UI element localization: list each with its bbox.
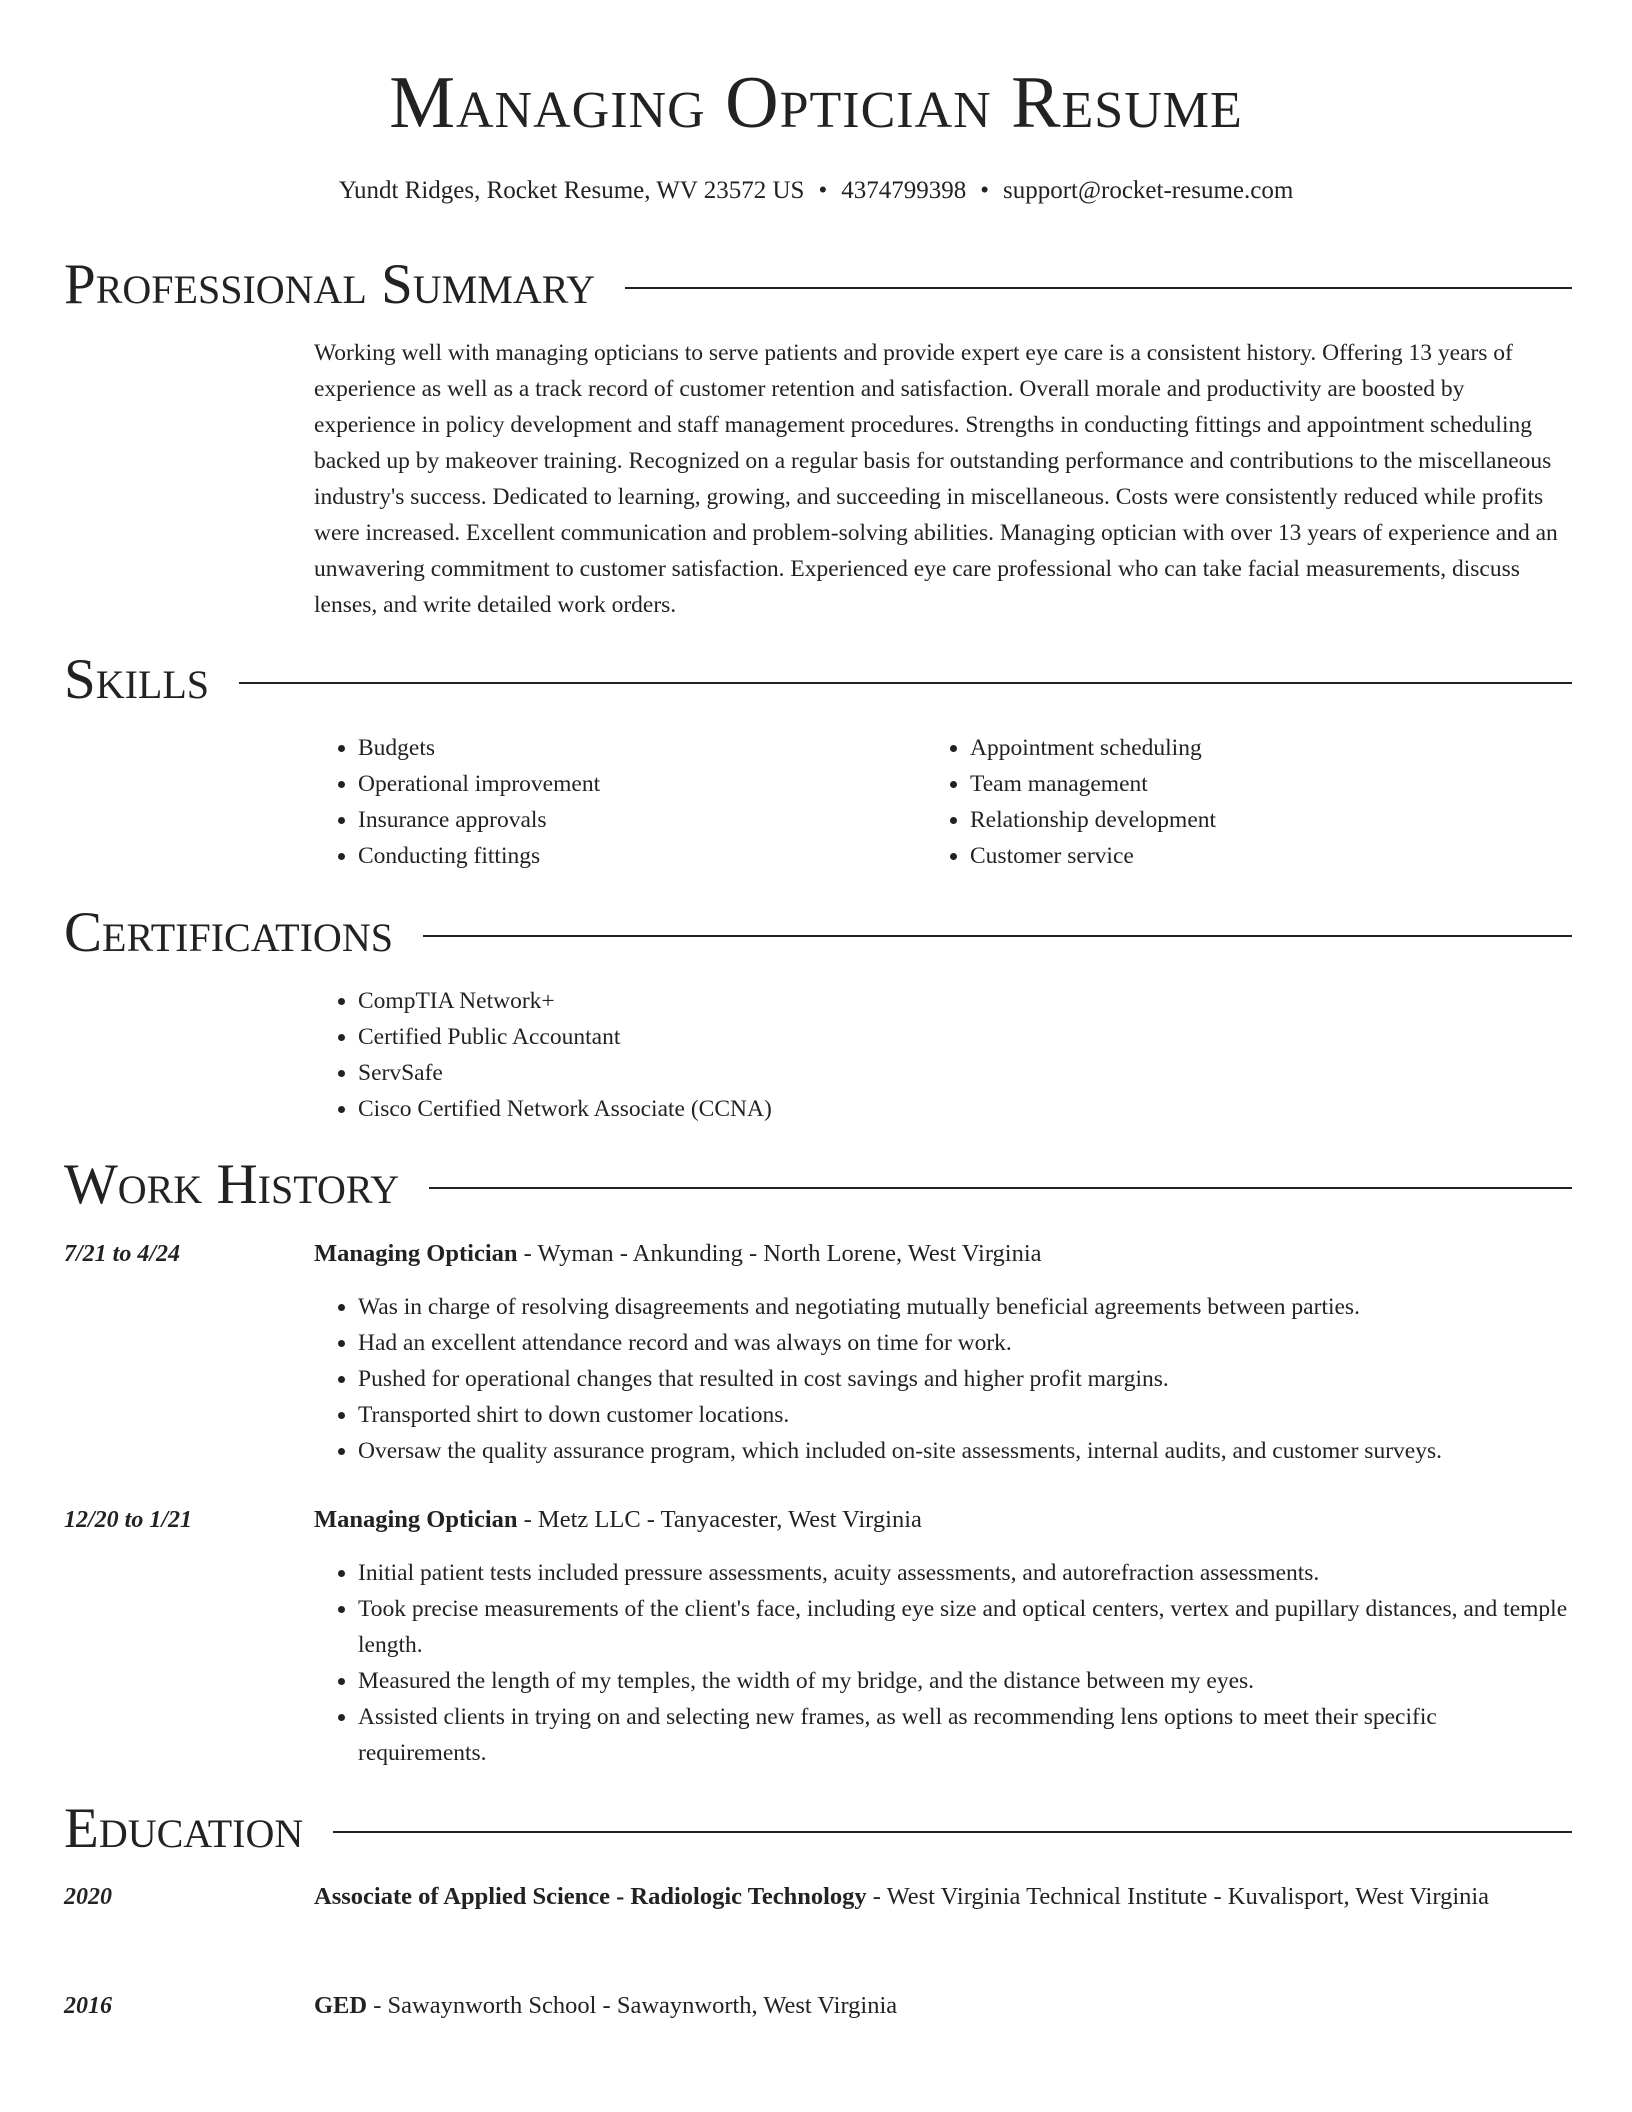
contact-email: support@rocket-resume.com <box>1002 177 1294 204</box>
job-title-line <box>314 1500 1570 1540</box>
skill-item: • Budgets <box>358 730 914 766</box>
skills-list-right <box>926 730 1526 874</box>
job-duties-list <box>314 1555 1570 1771</box>
job-title-line <box>314 1234 1570 1274</box>
education-entry <box>314 1877 1570 1917</box>
skills-list-left <box>314 730 914 874</box>
section-title-education: Education <box>64 1794 333 1864</box>
education-entry <box>314 1986 1570 2026</box>
education-school: - West Virginia Technical Institute - Kuvalisport, West Virginia <box>866 1883 1490 1910</box>
skill-item: • Operational improvement <box>358 766 914 802</box>
contact-separator: • <box>818 177 828 204</box>
contact-separator: • <box>980 177 989 204</box>
job-duties <box>314 1289 1570 1469</box>
job-duties-list <box>314 1289 1570 1469</box>
job-role: Managing Optician <box>314 1240 518 1267</box>
job-employer: - Wyman - Ankunding - North Lorene, West Virginia <box>517 1240 1042 1267</box>
skill-item: • Appointment scheduling <box>970 730 1526 766</box>
skill-item: • Customer service <box>970 838 1526 874</box>
job-duty-item: • Transported shirt to down customer locations. <box>358 1397 1570 1433</box>
certification-item: • Certified Public Accountant <box>358 1019 1570 1055</box>
section-header-certifications <box>64 898 1572 968</box>
section-title-summary: Professional Summary <box>64 250 625 320</box>
section-title-work-history: Work History <box>64 1150 429 1220</box>
job-duty-item: • Initial patient tests included pressure assessments, acuity assessments, and autorefraction assessments. <box>358 1555 1570 1591</box>
job-role: Managing Optician <box>314 1506 518 1533</box>
skill-item: • Insurance approvals <box>358 802 914 838</box>
education-degree: GED <box>314 1992 368 2019</box>
contact-address: Yundt Ridges, Rocket Resume, WV 23572 US <box>338 177 805 204</box>
skills-column-left <box>314 730 914 874</box>
job-duty-item: • Assisted clients in trying on and selecting new frames, as well as recommending lens options to meet their specific requirements. <box>358 1699 1570 1771</box>
job-duty-item: • Measured the length of my temples, the width of my bridge, and the distance between my eyes. <box>358 1663 1570 1699</box>
job-duty-item: • Was in charge of resolving disagreements and negotiating mutually beneficial agreements between parties. <box>358 1289 1570 1325</box>
job-dates: 12/20 to 1/21 <box>64 1507 193 1533</box>
section-title-certifications: Certifications <box>64 898 423 968</box>
job-employer: - Metz LLC - Tanyacester, West Virginia <box>517 1506 922 1533</box>
job-duty-item: • Took precise measurements of the client's face, including eye size and optical centers, vertex and pupillary distances, and temple length. <box>358 1591 1570 1663</box>
section-header-education <box>64 1794 1572 1864</box>
certification-item: • ServSafe <box>358 1055 1570 1091</box>
education-year: 2020 <box>64 1884 112 1910</box>
certification-item: • Cisco Certified Network Associate (CCNA) <box>358 1091 1570 1127</box>
section-title-skills: Skills <box>64 645 239 715</box>
section-header-summary <box>64 250 1572 320</box>
certification-item: • CompTIA Network+ <box>358 983 1570 1019</box>
skills-column-right <box>926 730 1526 874</box>
certifications-block <box>314 983 1570 1127</box>
section-header-skills <box>64 645 1572 715</box>
resume-name: Managing Optician Resume <box>389 62 1243 144</box>
skill-item: • Team management <box>970 766 1526 802</box>
education-school: - Sawaynworth School - Sawaynworth, West Virginia <box>367 1992 898 2019</box>
education-degree: Associate of Applied Science - Radiologic Technology <box>314 1883 867 1910</box>
job-duty-item: • Pushed for operational changes that resulted in cost savings and higher profit margins. <box>358 1361 1570 1397</box>
summary-text: Working well with managing opticians to serve patients and provide expert eye care is a consistent history. Offering 13 years of experience as well as a track record of customer retention and satisfaction. Overall morale and productivity are boosted by experience in policy development and staff management procedures. Strengths in conducting fittings and appointment scheduling backed up by makeover training. Recognized on a regular basis for outstanding performance and contributions to the miscellaneous industry's success. Dedicated to learning, growing, and succeeding in miscellaneous. Costs were consistently reduced while profits were increased. Excellent communication and problem-solving abilities. Managing optician with over 13 years of experience and an unwavering commitment to customer satisfaction. Experienced eye care professional who can take facial measurements, discuss lenses, and write detailed work orders. <box>314 340 1558 618</box>
section-header-work-history <box>64 1150 1572 1220</box>
skill-item: • Conducting fittings <box>358 838 914 874</box>
job-duties <box>314 1555 1570 1771</box>
job-dates: 7/21 to 4/24 <box>64 1241 181 1267</box>
contact-line <box>0 174 1632 208</box>
certifications-list <box>314 983 1570 1127</box>
section-divider <box>64 682 1572 684</box>
education-year: 2016 <box>64 1993 112 2019</box>
contact-phone: 4374799398 <box>841 177 967 204</box>
job-duty-item: • Oversaw the quality assurance program, which included on-site assessments, internal audits, and customer surveys. <box>358 1433 1570 1469</box>
job-duty-item: • Had an excellent attendance record and was always on time for work. <box>358 1325 1570 1361</box>
skill-item: • Relationship development <box>970 802 1526 838</box>
